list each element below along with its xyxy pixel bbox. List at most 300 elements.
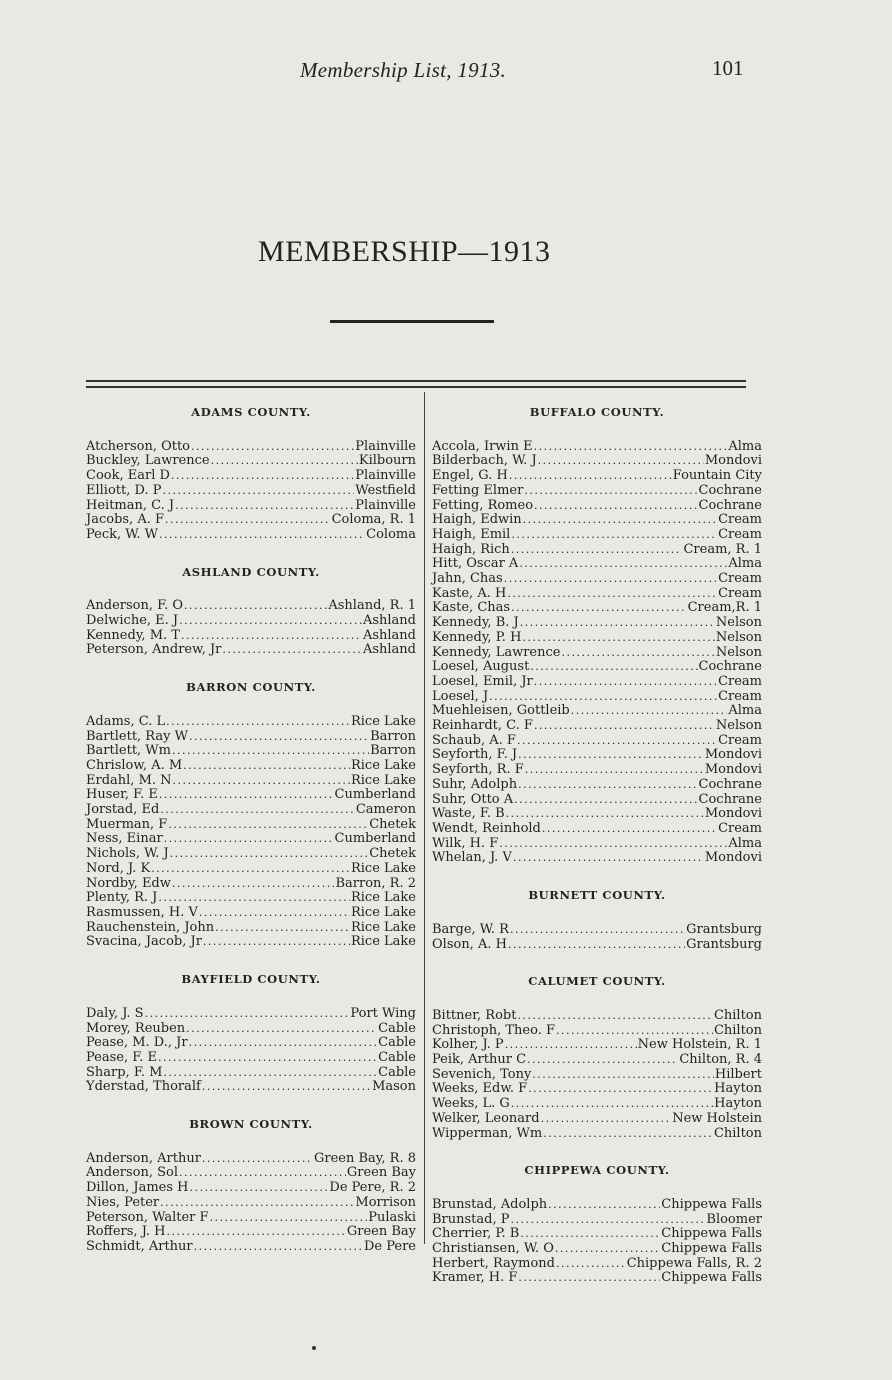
member-entry xyxy=(432,719,762,734)
dot-leader xyxy=(525,763,704,778)
member-location: Cream xyxy=(718,512,762,528)
member-location: Cream xyxy=(718,526,762,542)
member-entry xyxy=(86,788,416,803)
dot-leader xyxy=(530,660,697,675)
section-gap xyxy=(86,950,416,972)
dot-leader xyxy=(179,614,362,629)
member-entry xyxy=(432,528,762,543)
member-location: Alma xyxy=(728,703,762,719)
dot-leader xyxy=(534,675,717,690)
dot-leader xyxy=(522,631,714,646)
member-entry xyxy=(86,921,416,936)
member-entry xyxy=(86,1007,416,1022)
member-entry xyxy=(86,643,416,658)
member-location: Nelson xyxy=(715,718,762,734)
dot-leader xyxy=(517,734,717,749)
member-location: Mondovi xyxy=(704,850,762,866)
member-location: Kilbourn xyxy=(358,453,416,469)
member-location: Rice Lake xyxy=(350,860,416,876)
dot-leader xyxy=(541,1112,672,1127)
member-location: Chippewa Falls xyxy=(661,1196,762,1212)
member-name: Loesel, Emil, Jr xyxy=(432,673,533,689)
member-location: Rice Lake xyxy=(350,934,416,950)
member-name: Peterson, Walter F xyxy=(86,1209,209,1225)
member-location: Barron, R. 2 xyxy=(335,875,416,891)
member-entry xyxy=(86,715,416,730)
member-location: Ashland, R. 1 xyxy=(328,598,416,614)
dot-leader xyxy=(528,1082,713,1097)
member-entry xyxy=(86,1051,416,1066)
dot-leader xyxy=(159,528,365,543)
member-entry xyxy=(432,1271,762,1286)
member-location: Cameron xyxy=(355,802,416,818)
column-divider xyxy=(424,392,425,1244)
member-entry xyxy=(86,1066,416,1081)
dot-leader xyxy=(166,715,350,730)
member-location: New Holstein xyxy=(672,1110,762,1126)
dot-leader xyxy=(164,832,334,847)
section-gap xyxy=(86,543,416,565)
member-entry xyxy=(432,1112,762,1127)
member-name: Olson, A. H xyxy=(432,936,507,952)
dot-leader xyxy=(508,938,685,953)
member-location: Westfield xyxy=(355,482,416,498)
member-location: Cream xyxy=(718,820,762,836)
member-location: Nelson xyxy=(715,644,762,660)
dot-leader xyxy=(514,793,697,808)
member-location: De Pere xyxy=(363,1238,416,1254)
member-location: Plainville xyxy=(355,468,416,484)
member-location: Rice Lake xyxy=(350,772,416,788)
member-location: Plainville xyxy=(355,438,416,454)
member-name: Wilk, H. F xyxy=(432,835,499,851)
member-name: Atcherson, Otto xyxy=(86,438,191,454)
member-name: Christiansen, W. O xyxy=(432,1241,554,1257)
left-column xyxy=(86,405,416,1255)
member-name: Nordby, Edw xyxy=(86,875,171,891)
member-location: Cream xyxy=(718,732,762,748)
member-entry xyxy=(432,616,762,631)
member-name: Anderson, Arthur xyxy=(86,1150,201,1166)
dot-leader xyxy=(507,587,717,602)
member-entry xyxy=(432,851,762,866)
member-location: Chippewa Falls, R. 2 xyxy=(626,1255,762,1271)
county-heading: BAYFIELD COUNTY. xyxy=(181,972,321,987)
county-section xyxy=(86,972,416,1095)
dot-leader xyxy=(504,572,717,587)
member-location: Chippewa Falls xyxy=(661,1226,762,1242)
member-name: Plenty, R. J xyxy=(86,890,158,906)
dot-leader xyxy=(202,1080,371,1095)
member-entry xyxy=(86,1225,416,1240)
member-location: Cream xyxy=(718,585,762,601)
member-entry xyxy=(86,730,416,745)
running-head: Membership List, 1913. xyxy=(300,58,507,82)
member-name: Sharp, F. M xyxy=(86,1064,163,1080)
county-heading: BUFFALO COUNTY. xyxy=(529,405,665,419)
dot-leader xyxy=(145,1007,350,1022)
member-name: Kennedy, M. T xyxy=(86,627,180,643)
dot-leader xyxy=(538,454,704,469)
dot-leader xyxy=(511,543,683,558)
member-name: Weeks, Edw. F xyxy=(432,1081,528,1097)
member-location: Cochrane xyxy=(698,482,762,498)
dot-leader xyxy=(158,891,350,906)
member-name: Peik, Arthur C xyxy=(432,1052,527,1068)
county-section xyxy=(432,974,762,1141)
member-entry xyxy=(432,675,762,690)
member-name: Sevenich, Tony xyxy=(432,1066,532,1082)
member-entry xyxy=(86,803,416,818)
member-name: Whelan, J. V xyxy=(432,850,512,866)
member-entry xyxy=(86,832,416,847)
dot-leader xyxy=(489,690,717,705)
member-name: Muerman, F xyxy=(86,816,168,832)
member-name: Cherrier, P. B xyxy=(432,1226,520,1242)
member-name: Anderson, F. O xyxy=(86,598,184,614)
member-location: Cream xyxy=(718,688,762,704)
member-entry xyxy=(432,807,762,822)
member-entry xyxy=(432,1024,762,1039)
dot-leader xyxy=(520,1227,660,1242)
member-name: Haigh, Rich xyxy=(432,541,510,557)
section-gap xyxy=(432,1141,762,1163)
dot-leader xyxy=(203,935,350,950)
member-location: Rice Lake xyxy=(350,713,416,729)
member-entry xyxy=(432,572,762,587)
county-heading: BARRON COUNTY. xyxy=(186,680,316,695)
member-entry xyxy=(86,818,416,833)
member-location: Hayton xyxy=(714,1081,762,1097)
member-location: Barron xyxy=(370,743,416,759)
dot-leader xyxy=(523,513,717,528)
member-name: Kramer, H. F xyxy=(432,1270,518,1286)
dot-leader xyxy=(556,1257,626,1272)
member-location: Hilbert xyxy=(714,1066,762,1082)
dot-leader xyxy=(555,1242,660,1257)
member-name: Kennedy, B. J xyxy=(432,615,519,631)
member-name: Morey, Reuben xyxy=(86,1020,186,1036)
member-name: Anderson, Sol xyxy=(86,1165,179,1181)
dot-leader xyxy=(571,704,728,719)
member-name: Nord, J. K xyxy=(86,860,151,876)
member-entry xyxy=(86,469,416,484)
county-section xyxy=(86,1117,416,1255)
member-location: Cochrane xyxy=(698,659,762,675)
member-location: Alma xyxy=(728,556,762,572)
member-location: Cumberland xyxy=(334,787,416,803)
member-name: Haigh, Edwin xyxy=(432,512,522,528)
dot-leader xyxy=(518,1271,660,1286)
dot-leader xyxy=(189,730,369,745)
member-name: Wendt, Reinhold xyxy=(432,820,541,836)
member-location: Hayton xyxy=(714,1096,762,1112)
member-entry xyxy=(432,1227,762,1242)
dot-leader xyxy=(561,646,714,661)
member-entry xyxy=(432,1198,762,1213)
page-number: 101 xyxy=(712,56,744,80)
member-entry xyxy=(86,499,416,514)
dot-leader xyxy=(511,1097,713,1112)
county-section xyxy=(432,405,762,866)
double-rule-divider xyxy=(86,380,746,390)
member-location: Ashland xyxy=(362,642,416,658)
member-name: Dillon, James H xyxy=(86,1180,189,1196)
dot-leader xyxy=(183,759,350,774)
member-entry xyxy=(432,923,762,938)
member-entry xyxy=(86,1036,416,1051)
member-name: Christoph, Theo. F xyxy=(432,1022,555,1038)
county-section xyxy=(86,680,416,950)
member-name: Bartlett, Wm xyxy=(86,743,171,759)
member-entry xyxy=(432,513,762,528)
member-entry xyxy=(432,690,762,705)
member-entry xyxy=(86,744,416,759)
member-entry xyxy=(86,906,416,921)
member-name: Rauchenstein, John xyxy=(86,919,215,935)
dot-leader xyxy=(151,862,350,877)
member-entry xyxy=(432,1038,762,1053)
dot-leader xyxy=(179,1166,346,1181)
member-location: Green Bay xyxy=(346,1224,416,1240)
member-name: Bilderbach, W. J xyxy=(432,453,537,469)
dot-leader xyxy=(168,818,368,833)
member-name: Chrislow, A. M xyxy=(86,757,183,773)
county-section xyxy=(86,565,416,659)
dot-leader xyxy=(160,1196,354,1211)
member-name: Waste, F. B xyxy=(432,806,505,822)
member-location: Mondovi xyxy=(704,453,762,469)
dot-leader xyxy=(534,719,715,734)
county-section xyxy=(86,405,416,543)
member-entry xyxy=(432,601,762,616)
dot-leader xyxy=(172,877,335,892)
member-name: Heitman, C. J xyxy=(86,497,175,513)
member-name: Elliott, D. P xyxy=(86,482,162,498)
member-name: Kennedy, Lawrence xyxy=(432,644,561,660)
member-entry xyxy=(432,543,762,558)
dot-leader xyxy=(520,616,715,631)
dot-leader xyxy=(524,484,697,499)
county-section xyxy=(432,888,762,952)
member-entry xyxy=(86,1196,416,1211)
member-name: Huser, F. E xyxy=(86,787,158,803)
section-gap xyxy=(86,1095,416,1117)
dot-leader xyxy=(513,851,704,866)
county-heading: BROWN COUNTY. xyxy=(189,1117,313,1132)
member-name: Jorstad, Ed xyxy=(86,802,160,818)
member-location: Green Bay, R. 8 xyxy=(313,1150,416,1166)
member-name: Barge, W. R xyxy=(432,921,509,937)
county-heading: ASHLAND COUNTY. xyxy=(182,564,320,579)
member-entry xyxy=(432,1068,762,1083)
member-entry xyxy=(432,484,762,499)
member-location: Cochrane xyxy=(698,776,762,792)
member-entry xyxy=(432,1097,762,1112)
dot-leader xyxy=(171,469,354,484)
member-name: Fetting Elmer xyxy=(432,482,524,498)
member-entry xyxy=(86,599,416,614)
section-gap xyxy=(432,952,762,974)
member-name: Jacobs, A. F xyxy=(86,512,164,528)
member-location: Chilton, R. 4 xyxy=(679,1052,762,1068)
dot-leader xyxy=(542,822,717,837)
dot-leader xyxy=(191,440,354,455)
dot-leader xyxy=(186,1022,377,1037)
dot-leader xyxy=(172,744,369,759)
member-name: Hitt, Oscar A xyxy=(432,556,519,572)
member-location: Fountain City xyxy=(672,468,762,484)
dot-leader xyxy=(210,1211,368,1226)
member-location: Mondovi xyxy=(704,806,762,822)
member-location: Morrison xyxy=(355,1194,416,1210)
dot-leader xyxy=(162,484,354,499)
dot-leader xyxy=(506,807,704,822)
county-heading: CALUMET COUNTY. xyxy=(528,974,666,989)
member-location: Cable xyxy=(378,1064,416,1080)
member-entry xyxy=(432,1053,762,1068)
member-location: Cochrane xyxy=(698,791,762,807)
member-name: Suhr, Adolph xyxy=(432,776,518,792)
member-entry xyxy=(86,774,416,789)
dot-leader xyxy=(181,629,362,644)
dot-leader xyxy=(165,513,331,528)
dot-leader xyxy=(556,1024,713,1039)
dot-leader xyxy=(518,748,704,763)
member-name: Adams, C. L xyxy=(86,713,166,729)
member-entry xyxy=(432,1257,762,1272)
member-name: Nies, Peter xyxy=(86,1194,160,1210)
member-location: Cumberland xyxy=(334,831,416,847)
member-location: Cream xyxy=(718,673,762,689)
member-location: De Pere, R. 2 xyxy=(329,1180,416,1196)
member-entry xyxy=(86,484,416,499)
member-entry xyxy=(432,1009,762,1024)
dot-leader xyxy=(519,557,727,572)
member-entry xyxy=(86,877,416,892)
member-name: Bittner, Robt xyxy=(432,1007,517,1023)
member-entry xyxy=(86,1080,416,1095)
member-entry xyxy=(86,440,416,455)
dot-leader xyxy=(527,1053,678,1068)
member-name: Brunstad, Adolph xyxy=(432,1196,548,1212)
member-name: Kolher, J. P xyxy=(432,1037,504,1053)
member-entry xyxy=(86,1152,416,1167)
member-entry xyxy=(86,759,416,774)
member-entry xyxy=(432,631,762,646)
member-entry xyxy=(86,528,416,543)
member-entry xyxy=(86,454,416,469)
member-name: Jahn, Chas xyxy=(432,571,503,587)
member-location: Coloma xyxy=(366,526,416,542)
member-name: Daly, J. S xyxy=(86,1005,144,1021)
dot-leader xyxy=(189,1181,328,1196)
member-location: Cochrane xyxy=(698,497,762,513)
page-title: MEMBERSHIP—1913 xyxy=(258,235,551,268)
member-entry xyxy=(86,935,416,950)
dot-leader xyxy=(184,599,327,614)
dot-leader xyxy=(534,499,698,514)
dot-leader xyxy=(199,906,350,921)
member-location: Chippewa Falls xyxy=(661,1241,762,1257)
member-location: Rice Lake xyxy=(350,757,416,773)
member-location: Chetek xyxy=(369,816,416,832)
county-heading: BURNETT COUNTY. xyxy=(528,888,666,903)
member-name: Brunstad, P xyxy=(432,1211,510,1227)
member-location: Ashland xyxy=(362,613,416,629)
member-name: Muehleisen, Gottleib xyxy=(432,703,570,719)
member-name: Bartlett, Ray W xyxy=(86,728,188,744)
member-location: Alma xyxy=(728,438,762,454)
member-name: Pease, F. E xyxy=(86,1049,157,1065)
member-name: Peck, W. W xyxy=(86,526,158,542)
dot-leader xyxy=(170,847,369,862)
title-rule xyxy=(330,320,494,323)
member-name: Roffers, J. H xyxy=(86,1224,166,1240)
member-entry xyxy=(432,469,762,484)
member-name: Loesel, J xyxy=(432,688,489,704)
member-location: Mason xyxy=(372,1079,416,1095)
member-location: Chippewa Falls xyxy=(661,1270,762,1286)
member-location: Chetek xyxy=(369,846,416,862)
member-name: Cook, Earl D xyxy=(86,468,170,484)
dot-leader xyxy=(189,1036,378,1051)
dot-leader xyxy=(511,528,717,543)
member-location: Cable xyxy=(378,1035,416,1051)
page-mark-dot xyxy=(312,1346,316,1350)
member-entry xyxy=(432,587,762,602)
member-entry xyxy=(86,891,416,906)
dot-leader xyxy=(194,1240,363,1255)
dot-leader xyxy=(173,774,350,789)
member-entry xyxy=(432,454,762,469)
member-entry xyxy=(86,1240,416,1255)
dot-leader xyxy=(160,803,355,818)
dot-leader xyxy=(158,1051,377,1066)
member-name: Seyforth, R. F xyxy=(432,762,524,778)
member-name: Accola, Irwin E xyxy=(432,438,533,454)
member-location: Alma xyxy=(728,835,762,851)
member-name: Svacina, Jacob, Jr xyxy=(86,934,202,950)
member-location: Nelson xyxy=(715,615,762,631)
member-location: Rice Lake xyxy=(350,904,416,920)
member-entry xyxy=(432,1082,762,1097)
dot-leader xyxy=(511,1213,706,1228)
member-name: Rasmussen, H. V xyxy=(86,904,198,920)
member-name: Engel, G. H xyxy=(432,468,508,484)
member-name: Seyforth, F. J xyxy=(432,747,518,763)
member-location: Coloma, R. 1 xyxy=(331,512,416,528)
dot-leader xyxy=(167,1225,346,1240)
member-entry xyxy=(432,837,762,852)
member-location: Port Wing xyxy=(350,1005,416,1021)
section-gap xyxy=(432,866,762,888)
dot-leader xyxy=(517,1009,713,1024)
member-name: Haigh, Emil xyxy=(432,526,511,542)
dot-leader xyxy=(215,921,350,936)
dot-leader xyxy=(159,788,334,803)
member-entry xyxy=(86,614,416,629)
member-location: Bloomer xyxy=(706,1211,762,1227)
member-entry xyxy=(86,1022,416,1037)
member-location: Ashland xyxy=(362,627,416,643)
member-location: Rice Lake xyxy=(350,919,416,935)
dot-leader xyxy=(518,778,697,793)
member-location: Nelson xyxy=(715,629,762,645)
member-name: Weeks, L. G xyxy=(432,1096,510,1112)
dot-leader xyxy=(202,1152,313,1167)
member-location: Cream,R. 1 xyxy=(687,600,762,616)
